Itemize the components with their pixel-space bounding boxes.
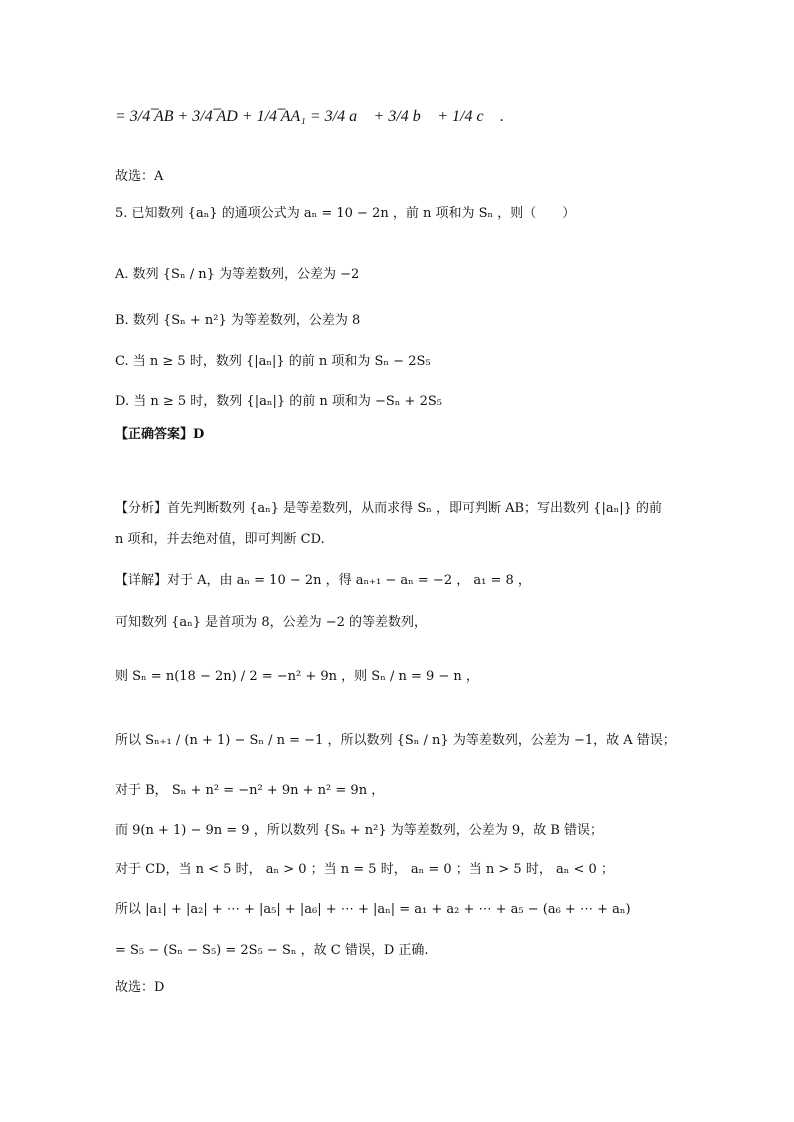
detail-line-5: 对于 B， Sₙ + n² = −n² + 9n + n² = 9n ， bbox=[115, 783, 385, 798]
option-a: A. 数列 {Sₙ / n} 为等差数列，公差为 −2 bbox=[115, 267, 360, 282]
detail-line-6: 而 9(n + 1) − 9n = 9 ，所以数列 {Sₙ + n²} 为等差数列，公差为 9，故 B 错误； bbox=[115, 823, 604, 838]
final-answer-d: 故选：D bbox=[115, 980, 165, 995]
detail-line-4: 所以 Sₙ₊₁ / (n + 1) − Sₙ / n = −1 ，所以数列 {Sₙ / n} 为等差数列，公差为 −1，故 A 错误； bbox=[115, 733, 676, 748]
detail-line-8: 所以 |a₁| + |a₂| + ⋯ + |a₅| + |a₆| + ⋯ + |aₙ| = a₁ + a₂ + ⋯ + a₅ − (a₆ + ⋯ + aₙ) bbox=[115, 902, 631, 917]
option-c: C. 当 n ≥ 5 时，数列 {|aₙ|} 的前 n 项和为 Sₙ − 2S₅ bbox=[115, 354, 431, 369]
analysis-line-1: 【分析】首先判断数列 {aₙ} 是等差数列，从而求得 Sₙ ，即可判断 AB；写出数列 {|aₙ|} 的前 bbox=[115, 501, 662, 516]
equation-vector-sum: = 3/4 ̅AB + 3/4 ̅AD + 1/4 ̅AA₁ = 3/4 a⃗ + 3/4 b⃗ + 1/4 c⃗ . bbox=[115, 108, 505, 125]
correct-answer: 【正确答案】D bbox=[115, 427, 205, 442]
detail-line-9: = S₅ − (Sₙ − S₅) = 2S₅ − Sₙ ，故 C 错误，D 正确. bbox=[115, 943, 429, 958]
detail-line-7: 对于 CD，当 n < 5 时， aₙ > 0 ；当 n = 5 时， aₙ = 0 ；当 n > 5 时， aₙ < 0 ； bbox=[115, 862, 614, 877]
analysis-line-2: n 项和，并去绝对值，即可判断 CD. bbox=[115, 532, 325, 547]
detail-line-3: 则 Sₙ = n(18 − 2n) / 2 = −n² + 9n ，则 Sₙ / n = 9 − n ， bbox=[115, 669, 479, 684]
option-b: B. 数列 {Sₙ + n²} 为等差数列，公差为 8 bbox=[115, 313, 361, 328]
detail-line-2: 可知数列 {aₙ} 是首项为 8，公差为 −2 的等差数列， bbox=[115, 615, 428, 630]
detail-line-1: 【详解】对于 A，由 aₙ = 10 − 2n ，得 aₙ₊₁ − aₙ = −2 ， a₁ = 8 ， bbox=[115, 573, 531, 588]
option-d: D. 当 n ≥ 5 时，数列 {|aₙ|} 的前 n 项和为 −Sₙ + 2S₅ bbox=[115, 394, 442, 409]
question-5-stem: 5. 已知数列 {aₙ} 的通项公式为 aₙ = 10 − 2n ，前 n 项和为 Sₙ ，则（ ） bbox=[115, 206, 576, 221]
answer-choice-a: 故选：A bbox=[115, 169, 164, 184]
